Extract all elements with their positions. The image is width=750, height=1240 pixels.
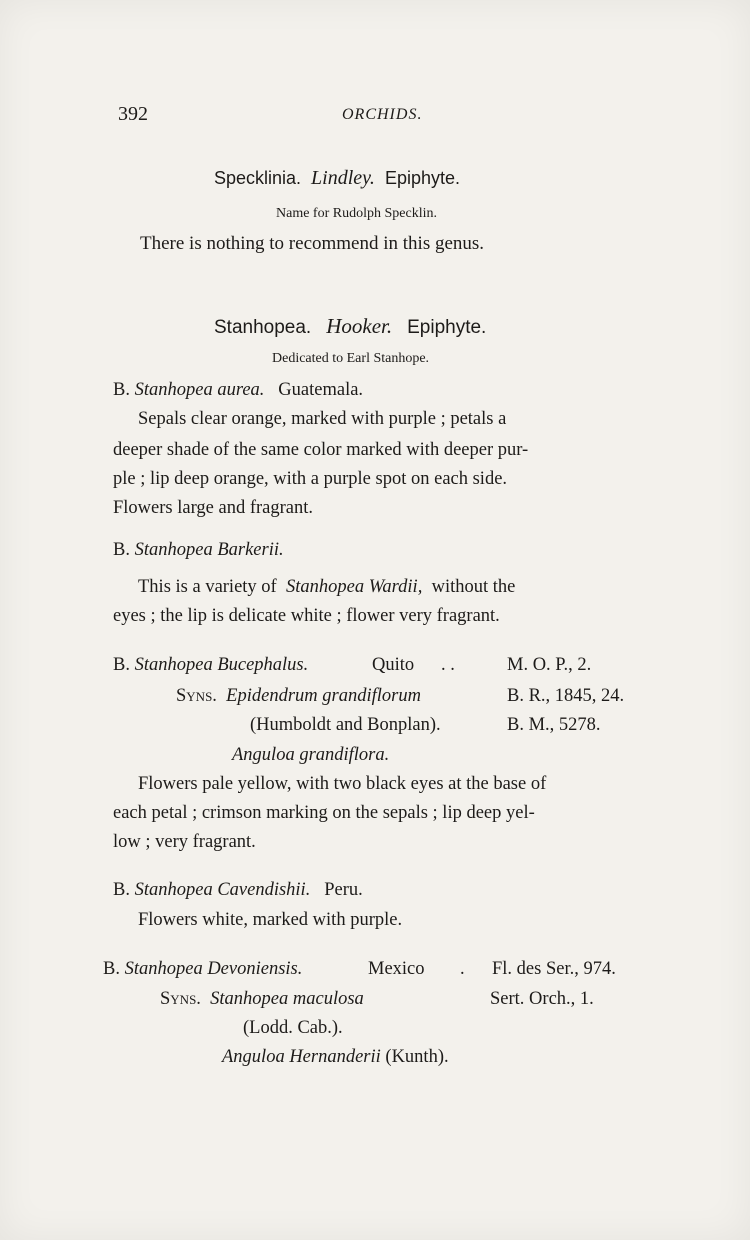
- genus-author: Hooker.: [326, 314, 393, 338]
- species-mark: B.: [103, 959, 120, 979]
- species-name: Stanhopea aurea.: [134, 380, 265, 400]
- leader-dots: . .: [441, 655, 455, 675]
- species-entry-aurea: [113, 380, 363, 401]
- synonym-name: Stanhopea maculosa: [210, 989, 364, 1009]
- species-name: Stanhopea Bucephalus.: [134, 655, 309, 675]
- description-text: without the: [431, 577, 516, 597]
- species-reference: Fl. des Ser., 974.: [492, 959, 616, 979]
- description-line: Flowers white, marked with purple.: [138, 910, 403, 930]
- species-entry-barkerii: [113, 540, 284, 561]
- species-name: Stanhopea Devoniensis.: [124, 959, 303, 979]
- species-entry-devoniensis: [103, 959, 302, 980]
- species-mark: B.: [113, 880, 130, 900]
- synonym-name: Anguloa Hernanderii: [222, 1047, 381, 1067]
- species-mark: B.: [113, 540, 130, 560]
- description-species: Stanhopea Wardii,: [285, 577, 423, 597]
- species-locality: Peru.: [324, 880, 363, 900]
- description-line: Sepals clear orange, marked with purple ; petals a: [138, 409, 507, 429]
- species-locality: Guatemala.: [278, 380, 364, 400]
- synonym-author: (Lodd. Cab.).: [243, 1018, 343, 1038]
- species-name: Stanhopea Barkerii.: [134, 540, 284, 560]
- synonym-line: [232, 745, 389, 766]
- description-line: each petal ; crimson marking on the sepals ; lip deep yel-: [113, 803, 535, 823]
- genus-heading-specklinia: [214, 167, 460, 190]
- genus-name: Specklinia.: [214, 168, 302, 188]
- description-text: This is a variety of: [138, 577, 277, 597]
- description-line: deeper shade of the same color marked with deeper pur-: [113, 440, 529, 460]
- genus-note: There is nothing to recommend in this genus.: [140, 233, 485, 254]
- synonym-name: Anguloa grandiflora.: [232, 745, 390, 765]
- synonym-author: (Kunth).: [385, 1047, 449, 1067]
- species-mark: B.: [113, 655, 130, 675]
- description-line: ple ; lip deep orange, with a purple spot on each side.: [113, 469, 508, 489]
- synonym-name: Epidendrum grandiflorum: [226, 686, 421, 706]
- page-number: 392: [118, 103, 148, 125]
- description-line: eyes ; the lip is delicate white ; flower very fragrant.: [113, 606, 500, 626]
- synonym-reference: Sert. Orch., 1.: [490, 989, 594, 1009]
- synonyms-label: Syns.: [160, 989, 201, 1009]
- species-reference: M. O. P., 2.: [507, 655, 592, 675]
- description-line: Flowers large and fragrant.: [113, 498, 314, 518]
- species-entry-bucephalus: [113, 655, 308, 676]
- synonym-author: (Humboldt and Bonplan).: [250, 715, 441, 735]
- species-entry-cavendishii: [113, 880, 363, 901]
- description-line: Flowers pale yellow, with two black eyes at the base of: [138, 774, 547, 794]
- genus-heading-stanhopea: [214, 314, 486, 339]
- synonym-reference: B. M., 5278.: [507, 715, 601, 735]
- genus-type: Epiphyte.: [384, 168, 460, 188]
- species-locality: Mexico: [368, 959, 425, 979]
- species-mark: B.: [113, 380, 130, 400]
- species-name: Stanhopea Cavendishii.: [134, 880, 311, 900]
- running-head: ORCHIDS.: [342, 106, 423, 123]
- synonym-line: [176, 686, 421, 707]
- synonym-line: [160, 989, 364, 1010]
- genus-name: Stanhopea.: [214, 317, 312, 338]
- description-line: [138, 577, 515, 598]
- genus-author: Lindley.: [311, 167, 375, 189]
- synonyms-label: Syns.: [176, 686, 217, 706]
- species-locality: Quito: [372, 655, 415, 675]
- genus-etymology: Name for Rudolph Specklin.: [276, 206, 437, 221]
- synonym-reference: B. R., 1845, 24.: [507, 686, 625, 706]
- genus-type: Epiphyte.: [407, 317, 487, 338]
- description-line: low ; very fragrant.: [113, 832, 256, 852]
- genus-etymology: Dedicated to Earl Stanhope.: [272, 351, 430, 366]
- synonym-line: [222, 1047, 449, 1068]
- leader-dots: .: [460, 959, 465, 979]
